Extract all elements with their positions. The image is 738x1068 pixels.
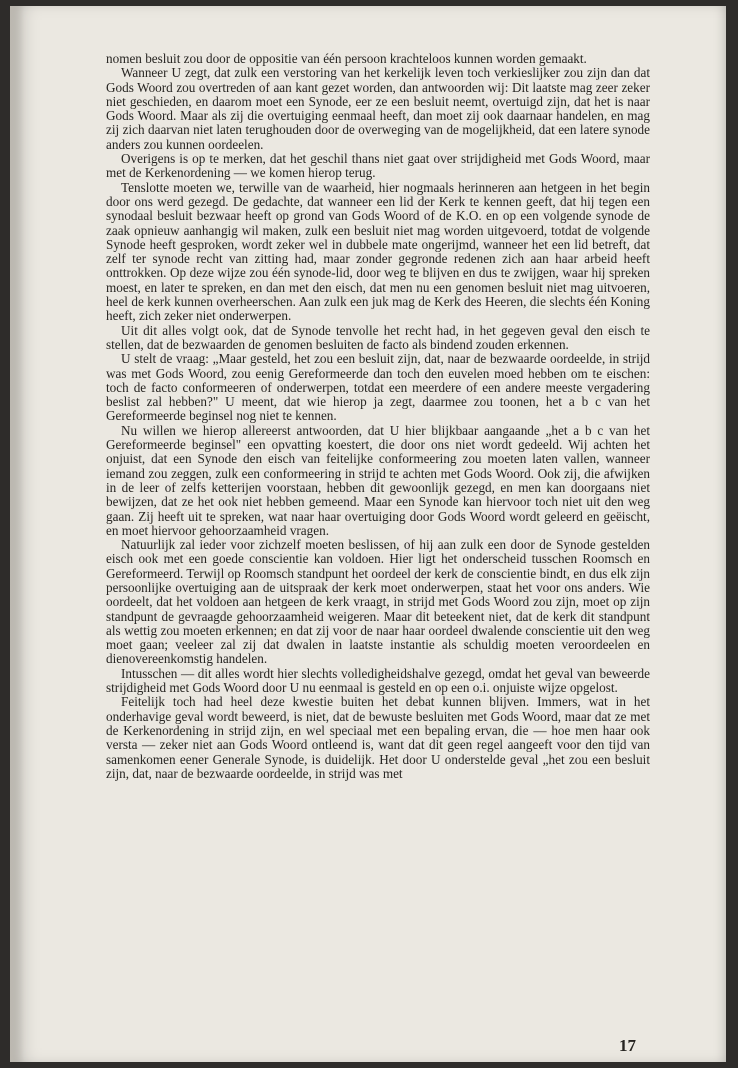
paragraph-4: Tenslotte moeten we, terwille van de waarheid, hier nogmaals herinneren aan hetgeen in het begin door ons werd gezegd. De gedachte, dat wanneer een lid der Kerk te kennen geeft, dat hij tegen een synodaal besluit bezwaar heeft op grond van Gods Woord of de K.O. en op een volgende synode de zaak opnieuw aanhangig wil maken, zulk een besluit niet mag worden uitgevoerd, totdat de volgende Synode heeft gesproken, wordt zeker wel in dubbele mate ongerijmd, wanneer het een lid betreft, dat zelf ter synode recht van zitting had, maar zonder gegronde redenen zich aan haar arbeid heeft onttrokken. Op deze wijze zou één synode-lid, door weg te blijven en dus te zwijgen, waar hij spreken moest, en later te spreken, en dan met den eisch, dat men nu een genomen besluit niet mag uitvoeren, heel de kerk kunnen overheerschen. Aan zulk een juk mag de Kerk des Heeren, die slechts één Koning heeft, zich zeker niet onderwerpen. xyxy=(106,179,650,324)
body-text xyxy=(106,52,650,781)
paragraph-1: nomen besluit zou door de oppositie van één persoon krachteloos kunnen worden gemaakt. xyxy=(106,51,587,66)
page-number: 17 xyxy=(619,1036,636,1055)
paragraph-10: Feitelijk toch had heel deze kwestie buiten het debat kunnen blijven. Immers, wat in het onderhavige geval wordt beweerd, is niet, dat de bewuste besluiten met Gods Woord, maar dat ze met de Kerkenordening in strijd zijn, en wel speciaal met een bepaling ervan, die — hoe men haar ook versta — zeker niet aan Gods Woord ontleend is, want dat dit geen regel aangeeft voor den tijd van samenkomen eener Generale Synode, is duidelijk. Het door U onderstelde geval „het zou een besluit zijn, dat, naar de bezwaarde oordeelde, in strijd was met xyxy=(106,694,650,781)
paragraph-3: Overigens is op te merken, dat het geschil thans niet gaat over strijdigheid met Gods Woord, maar met de Kerkenordening — we komen hierop terug. xyxy=(106,151,650,181)
paragraph-9: Intusschen — dit alles wordt hier slechts volledigheidshalve gezegd, omdat het geval van beweerde strijdigheid met Gods Woord door U nu eenmaal is gesteld en op een o.i. onjuiste wijze opgelost. xyxy=(106,665,650,696)
page-gutter-shadow xyxy=(10,6,24,1062)
paragraph-5: Uit dit alles volgt ook, dat de Synode tenvolle het recht had, in het gegeven geval den eisch te stellen, dat de bezwaarden de genomen besluiten de facto als bindend zouden erkennen. xyxy=(106,322,650,352)
paragraph-6: U stelt de vraag: „Maar gesteld, het zou een besluit zijn, dat, naar de bezwaarde oordeelde, in strijd was met Gods Woord, zou eenig Gereformeerde dan toch den euvelen moed hebben om te eischen: toch de facto conformeeren of onderwerpen, totdat een meerdere of een andere meeste vergadering beslist zal hebben?" U meent, dat wie hierop ja zegt, daarmee zou toonen, het a b c van het Gereformeerde beginsel nog niet te kennen. xyxy=(106,351,650,424)
paragraph-8: Natuurlijk zal ieder voor zichzelf moeten beslissen, of hij aan zulk een door de Synode gestelden eisch ook met een goede conscientie kan voldoen. Hier ligt het onderscheid tusschen Roomsch en Gereformeerd. Terwijl op Roomsch standpunt het oordeel der kerk de conscientie bindt, en dus elk zijn persoonlijke overtuiging aan de uitspraak der kerk moet onderwerpen, staat het voor ons anders. Wie oordeelt, dat het voldoen aan hetgeen de kerk vraagt, in strijd met Gods Woord zou zijn, moet op zijn standpunt de gevraagde gehoorzaamheid weigeren. Maar dit beteekent niet, dat de kerk dit standpunt als wettig zou moeten erkennen; en dat zij voor de naar haar oordeel dwalende conscientie uit den weg moet gaan; veeleer zal zij dat dwalen in laatste instantie als schuldig moeten veroordeelen en dienovereenkomstig handelen. xyxy=(106,537,650,667)
paragraph-2: Wanneer U zegt, dat zulk een verstoring van het kerkelijk leven toch verkieslijker zou zijn dan dat Gods Woord zou overtreden of aan kant gezet worden, dan antwoorden wij: Dit laatste mag zeer zeker niet geschieden, en daarom moet een Synode, eer ze een besluit neemt, overtuigd zijn, dat het is naar Gods Woord. Maar als zij die overtuiging eenmaal heeft, dan moet zij ook daarnaar handelen, en mag zij zich daarvan niet laten terughouden door de overweging van de mogelijkheid, dat een latere synode anders zou kunnen oordeelen. xyxy=(106,65,650,152)
paragraph-7: Nu willen we hierop allereerst antwoorden, dat U hier blijkbaar aangaande „het a b c van het Gereformeerde beginsel" een opvatting koestert, die door ons niet wordt gedeeld. Wij achten het onjuist, dat een Synode den eisch van feitelijke conformeering zou moeten laten vallen, wanneer iemand zou zeggen, zulk een conformeering in strijd te achten met Gods Woord. Ook zij, die afwijken in de leer of zelfs ketterijen voorstaan, hebben dit gewoonlijk gezegd, en men kan doorgaans niet bewijzen, dat ze het ook niet hebben gemeend. Maar een Synode kan hiervoor toch niet uit den weg gaan. Zij heeft uit te spreken, wat naar haar overtuiging door Gods Woord wordt geleerd en geëischt, en moet hiervoor gehoorzaamheid vragen. xyxy=(106,422,650,538)
